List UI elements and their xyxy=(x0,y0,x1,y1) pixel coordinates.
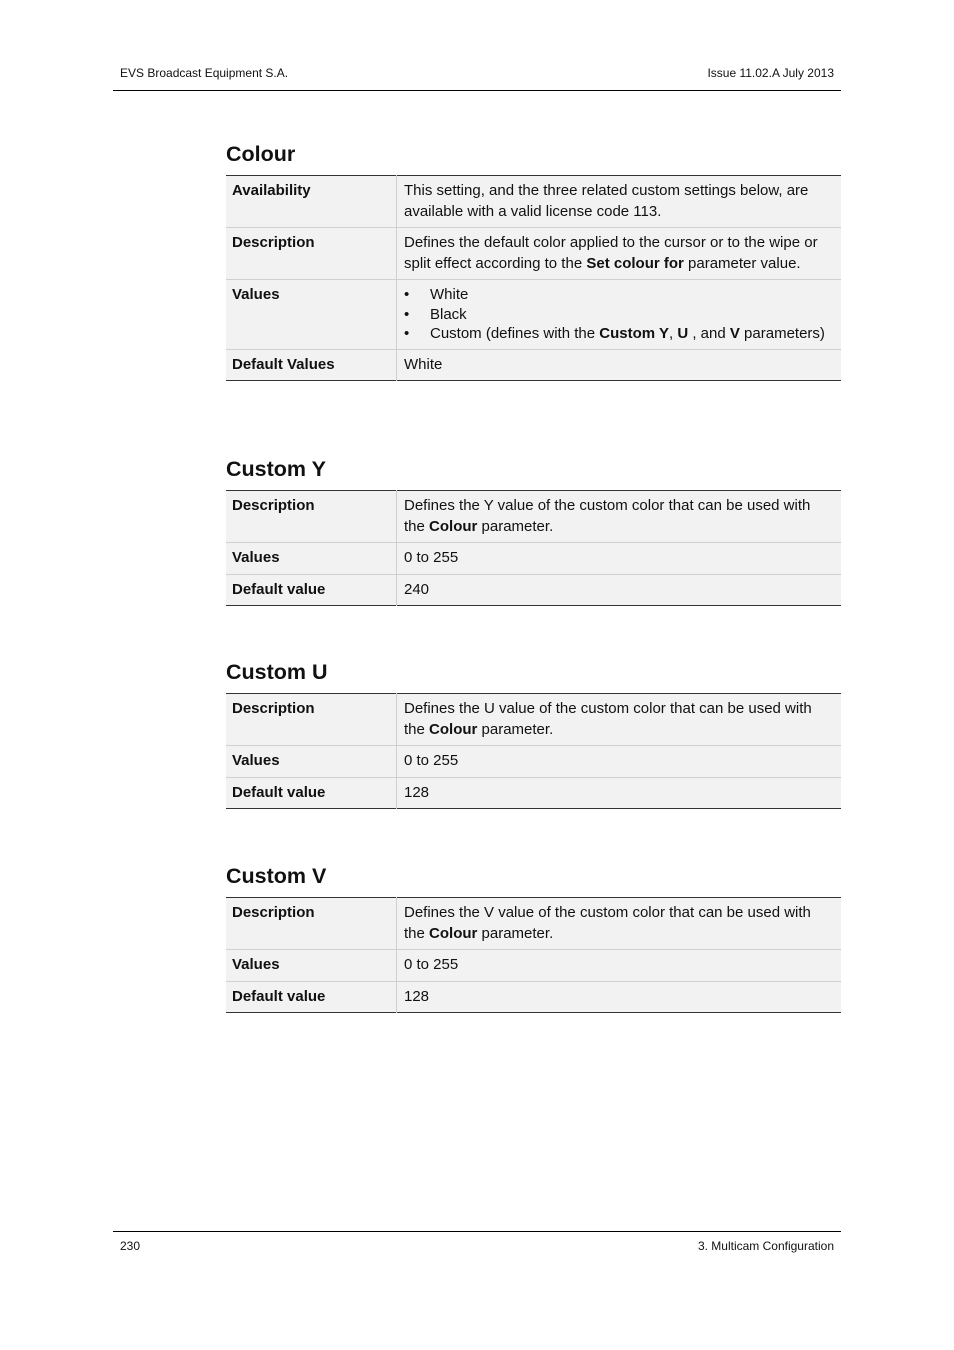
text: Defines the default color applied to the cursor or to the wipe or split effect according to the xyxy=(404,234,818,272)
row-label: Description xyxy=(226,228,397,280)
header-company: EVS Broadcast Equipment S.A. xyxy=(120,66,289,80)
row-value xyxy=(397,491,842,543)
table-row xyxy=(226,981,841,1013)
text: parameter value. xyxy=(683,254,801,272)
row-label: Values xyxy=(226,746,397,778)
parameter-name: Set colour for xyxy=(586,254,684,272)
footer-chapter: 3. Multicam Configuration xyxy=(697,1239,834,1253)
row-value: This setting, and the three related custom settings below, are available with a valid license code 113. xyxy=(397,176,842,228)
row-value xyxy=(397,694,842,746)
colour-table xyxy=(226,175,841,381)
parameter-name: V xyxy=(729,325,740,342)
section-custom-v xyxy=(226,863,841,1013)
parameter-name: Colour xyxy=(429,924,478,942)
text: parameter. xyxy=(477,517,554,535)
section-custom-y xyxy=(226,456,841,606)
text: , and xyxy=(688,325,730,342)
row-label: Values xyxy=(226,280,397,350)
table-row xyxy=(226,694,841,746)
table-row xyxy=(226,176,841,228)
row-value: 0 to 255 xyxy=(397,543,842,575)
row-value: 0 to 255 xyxy=(397,746,842,778)
page-header xyxy=(113,60,841,91)
page-footer xyxy=(113,1231,841,1253)
list-item xyxy=(404,324,835,344)
list-item: • Black xyxy=(404,305,835,325)
table-row xyxy=(226,491,841,543)
list-item: • White xyxy=(404,285,835,305)
parameter-name: U xyxy=(677,325,689,342)
row-value xyxy=(397,898,842,950)
section-title-custom-u: Custom U xyxy=(226,660,328,684)
row-value: 128 xyxy=(397,981,842,1013)
row-label: Default value xyxy=(226,574,397,606)
custom-v-table xyxy=(226,897,841,1013)
row-label: Values xyxy=(226,543,397,575)
row-value: 128 xyxy=(397,777,842,809)
table-row xyxy=(226,950,841,982)
row-label: Values xyxy=(226,950,397,982)
text: parameters) xyxy=(739,325,825,342)
table-row xyxy=(226,228,841,280)
custom-u-table xyxy=(226,693,841,809)
section-colour xyxy=(226,141,841,381)
header-issue: Issue 11.02.A July 2013 xyxy=(707,66,834,80)
row-label: Default value xyxy=(226,777,397,809)
table-row xyxy=(226,777,841,809)
table-row xyxy=(226,280,841,350)
text: Defines the Y value of the custom color that can be used with the xyxy=(404,497,811,535)
text: , xyxy=(668,325,678,342)
table-row xyxy=(226,574,841,606)
row-label: Availability xyxy=(226,176,397,228)
text: Defines the V value of the custom color that can be used with the xyxy=(404,904,811,942)
row-label: Description xyxy=(226,898,397,950)
row-value: White xyxy=(397,349,842,381)
values-list xyxy=(404,285,835,344)
parameter-name: Custom Y xyxy=(599,325,669,342)
row-label: Description xyxy=(226,694,397,746)
text: parameter. xyxy=(477,924,554,942)
row-value: 240 xyxy=(397,574,842,606)
text: Custom (defines with the xyxy=(430,325,600,342)
row-value: 0 to 255 xyxy=(397,950,842,982)
section-title-custom-v: Custom V xyxy=(226,864,327,888)
table-row xyxy=(226,349,841,381)
section-custom-u xyxy=(226,659,841,809)
row-label: Description xyxy=(226,491,397,543)
text: parameter. xyxy=(477,720,554,738)
row-value xyxy=(397,228,842,280)
row-label: Default Values xyxy=(226,349,397,381)
table-row xyxy=(226,898,841,950)
parameter-name: Colour xyxy=(429,720,478,738)
custom-y-table xyxy=(226,490,841,606)
row-label: Default value xyxy=(226,981,397,1013)
page-number: 230 xyxy=(120,1239,141,1253)
section-title-custom-y: Custom Y xyxy=(226,457,326,481)
table-row xyxy=(226,543,841,575)
text: Defines the U value of the custom color that can be used with the xyxy=(404,700,812,738)
section-title-colour: Colour xyxy=(226,142,296,166)
table-row xyxy=(226,746,841,778)
parameter-name: Colour xyxy=(429,517,478,535)
row-value xyxy=(397,280,842,350)
